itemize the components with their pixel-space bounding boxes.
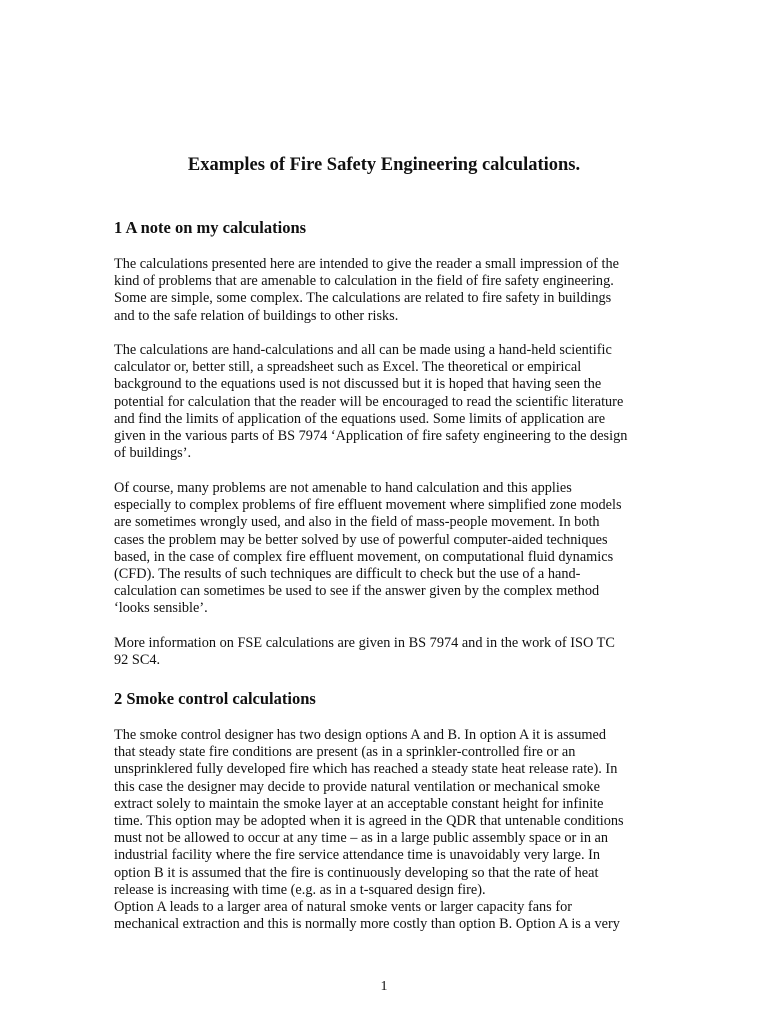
text-line: time. This option may be adopted when it is agreed in the QDR that untenable conditions [114,813,624,830]
paragraph-2-1 [114,727,662,933]
text-line: calculation can sometimes be used to see if the answer given by the complex method [114,583,600,600]
section-heading-2: 2 Smoke control calculations [114,689,316,708]
text-line: given in the various parts of BS 7974 ‘Application of fire safety engineering to the design [114,428,628,445]
text-line: (CFD). The results of such techniques are difficult to check but the use of a hand- [114,566,581,583]
text-line: are sometimes wrongly used, and also in the field of mass-people movement. In both [114,514,600,531]
text-line: kind of problems that are amenable to calculation in the field of fire safety engineering. [114,273,614,290]
paragraph-1-3 [114,480,662,618]
text-line: mechanical extraction and this is normally more costly than option B. Option A is a very [114,916,620,933]
text-line: More information on FSE calculations are given in BS 7974 and in the work of ISO TC [114,635,615,651]
paragraph-1-2 [114,342,662,462]
text-line: and to the safe relation of buildings to other risks. [114,307,399,324]
text-line: 92 SC4. [114,652,161,669]
text-line: that steady state fire conditions are present (as in a sprinkler-controlled fire or an [114,744,576,761]
section-heading-1: 1 A note on my calculations [114,218,307,237]
text-line: ‘looks sensible’. [114,600,208,617]
text-line: option B it is assumed that the fire is continuously developing so that the rate of heat [114,864,599,881]
text-line: Option A leads to a larger area of natural smoke vents or larger capacity fans for [114,899,572,916]
text-line: The calculations are hand-calculations and all can be made using a hand-held scientific [114,342,612,358]
text-line: extract solely to maintain the smoke layer at an acceptable constant height for infinite [114,795,604,812]
text-line: of buildings’. [114,445,192,462]
document-title: Examples of Fire Safety Engineering calculations. [187,155,581,175]
text-line: potential for calculation that the reader will be encouraged to read the scientific literature [114,393,624,410]
text-line: unsprinklered fully developed fire which has reached a steady state heat release rate). In [114,761,618,778]
text-line: must not be allowed to occur at any time – as in a large public assembly space or in an [114,830,609,847]
text-line: based, in the case of complex fire effluent movement, on computational fluid dynamics [114,548,614,565]
text-line: The smoke control designer has two design options A and B. In option A it is assumed [114,727,607,743]
text-line: this case the designer may decide to provide natural ventilation or mechanical smoke [114,778,600,795]
text-line: and find the limits of application of the equations used. Some limits of application are [114,410,606,427]
text-line: calculator or, better still, a spreadsheet such as Excel. The theoretical or empirical [114,359,582,376]
text-line: especially to complex problems of fire effluent movement where simplified zone models [114,497,622,514]
paragraph-1-1 [114,256,662,325]
text-line: release is increasing with time (e.g. as in a t-squared design fire). [114,881,486,898]
paragraph-1-4 [114,635,662,669]
page-number: 1 [380,979,388,994]
text-line: background to the equations used is not discussed but it is hoped that having seen the [114,376,602,393]
text-line: cases the problem may be better solved by use of powerful computer-aided techniques [114,531,608,548]
text-line: Some are simple, some complex. The calculations are related to fire safety in buildings [114,290,612,307]
text-line: industrial facility where the fire service attendance time is unavoidably very large. In [114,847,601,864]
text-line: The calculations presented here are intended to give the reader a small impression of the [114,256,619,272]
text-line: Of course, many problems are not amenable to hand calculation and this applies [114,480,572,496]
